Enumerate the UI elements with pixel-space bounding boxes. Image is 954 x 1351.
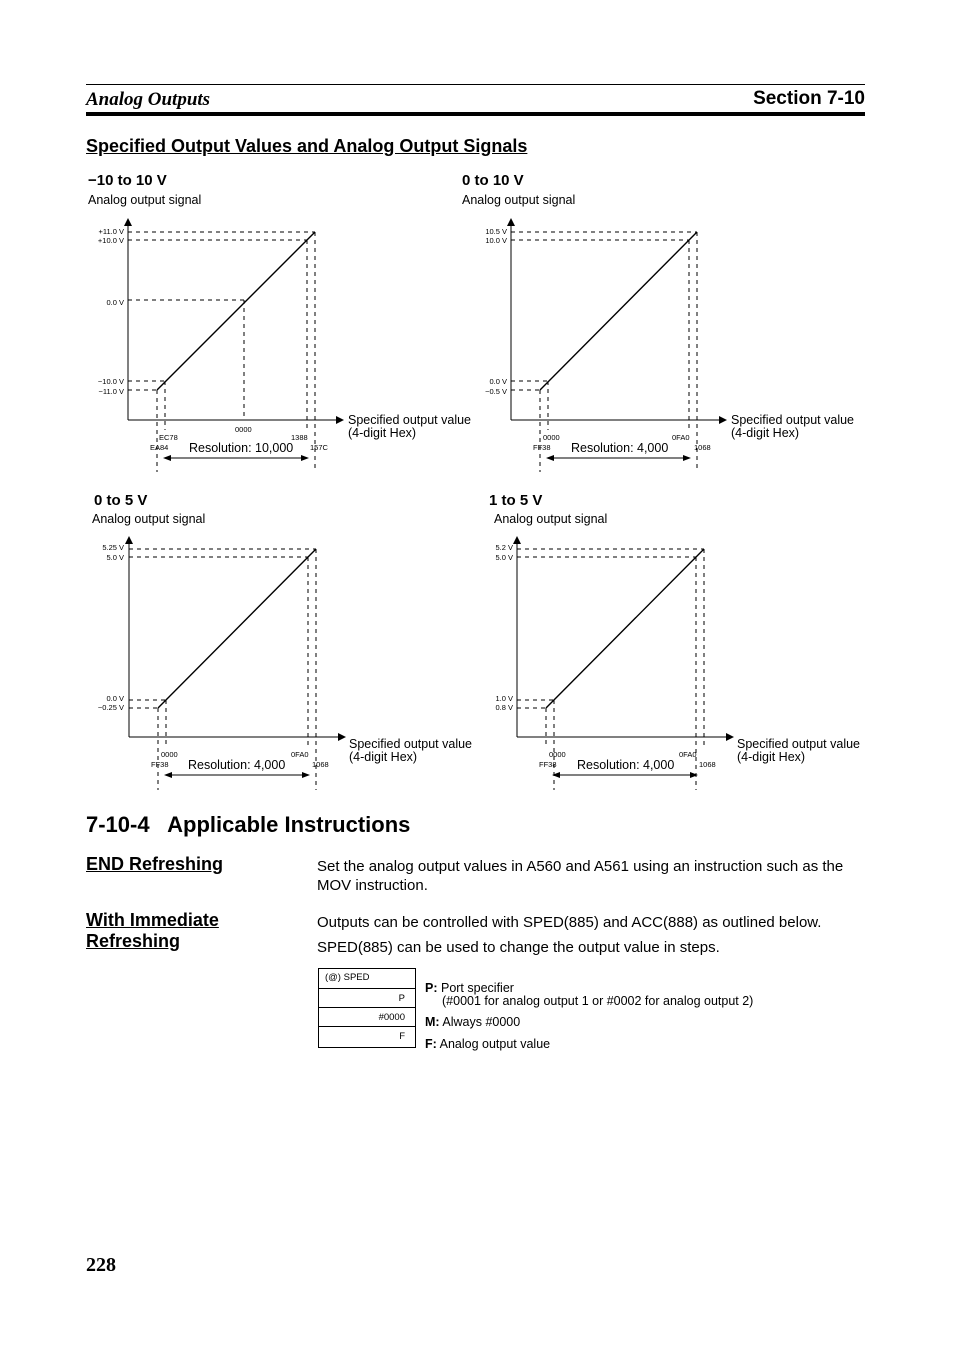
legend-f-key: F: [425,1037,437,1051]
graph-3-resolution: Resolution: 4,000 [188,758,286,772]
legend-p-key: P: [425,981,438,995]
legend-m-key: M: [425,1015,440,1029]
graph-3-xtick: 0FA0 [291,750,309,759]
graph-3-x-axis-unit: (4-digit Hex) [349,750,418,764]
end-refreshing-heading: END Refreshing [86,854,224,874]
graph-3-xtick: FF38 [151,760,169,769]
graph-2-x-axis-unit: (4-digit Hex) [731,426,800,440]
graph-4-xtick: FF38 [539,760,557,769]
header-chapter-title: Analog Outputs [86,89,211,110]
graph-1-ytick: −10.0 V [97,377,124,386]
graph-1-ytick: +11.0 V [98,227,124,236]
operand-m: #0000 [319,1007,415,1026]
graph-1-ytick: 0.0 V [106,298,124,307]
graph-1-x-axis-unit: (4-digit Hex) [348,426,417,440]
graph-2-xtick: FF38 [533,443,551,452]
graph-2-xtick: 0FA0 [672,433,690,442]
graph-1-xtick: EA84 [150,443,169,452]
graph-2-xtick: 0000 [543,433,560,442]
graph-1-resolution: Resolution: 10,000 [189,441,294,455]
legend-p [425,981,514,995]
immediate-refreshing-heading-line1: With Immediate [86,910,219,930]
graph-4-title: 1 to 5 V [489,492,543,509]
graph-1-ytick: −11.0 V [98,387,124,396]
legend-p-text: Port specifier [440,981,514,995]
section-heading: 7-10-4 Applicable Instructions [86,812,411,837]
graph-4-x-axis-unit: (4-digit Hex) [737,750,806,764]
subsection-title: Specified Output Values and Analog Output Signals [86,136,528,156]
graph-2-y-axis-label: Analog output signal [462,193,576,207]
graph-2-ytick: 10.0 V [485,236,507,245]
graph-1-title: −10 to 10 V [88,172,167,189]
graph-2-ytick: 10.5 V [485,227,507,236]
graph-1-ytick: +10.0 V [97,236,124,245]
graph-4-ytick: 1.0 V [495,694,513,703]
immediate-refreshing-text-2: SPED(885) can be used to change the output value in steps. [317,939,720,956]
graph-2-resolution: Resolution: 4,000 [571,441,669,455]
end-refreshing-text: Set the analog output values in A560 and A561 using an instruction such as the MOV instruction. [317,858,844,894]
legend-p-detail: (#0001 for analog output 1 or #0002 for analog output 2) [442,994,754,1008]
operand-f: F [319,1026,415,1047]
graph-4-resolution: Resolution: 4,000 [577,758,675,772]
graph-1-xtick: 1388 [291,433,308,442]
graph-3-x-axis-label: Specified output value [349,737,473,751]
operand-p: P [319,988,415,1007]
graph-4-xtick: 0000 [549,750,566,759]
graph-3-ytick: 0.0 V [106,694,124,703]
legend-m [425,1015,520,1029]
graph-2-ytick: −0.5 V [485,387,507,396]
graph-3-ytick: 5.0 V [106,553,124,562]
header-section-number: Section 7-10 [753,88,865,109]
graph-2-x-axis-label: Specified output value [731,413,855,427]
graph-1-y-axis-label: Analog output signal [88,193,202,207]
graph-2-ytick: 0.0 V [489,377,507,386]
graph-4-ytick: 0.8 V [495,703,513,712]
page-number: 228 [86,1254,116,1276]
sped-instruction-diagram [318,968,416,1048]
graph-4-y-axis-label: Analog output signal [494,512,608,526]
graph-1-xtick: 157C [310,443,328,452]
graph-4-ytick: 5.0 V [495,553,513,562]
graph-2-title: 0 to 10 V [462,172,524,189]
graph-4-x-axis-label: Specified output value [737,737,861,751]
legend-f [425,1037,550,1051]
graph-3-title: 0 to 5 V [94,492,148,509]
graph-4-ytick: 5.2 V [495,543,513,552]
graph-3-xtick: 0000 [161,750,178,759]
graph-3-ytick: −0.25 V [97,703,124,712]
immediate-refreshing-text-1: Outputs can be controlled with SPED(885) and ACC(888) as outlined below. [317,914,822,931]
graph-3-xtick: 1068 [312,760,329,769]
graph-4-xtick: 1068 [699,760,716,769]
graph-3-y-axis-label: Analog output signal [92,512,206,526]
legend-f-text: Analog output value [439,1037,551,1051]
instruction-mnemonic: (@) SPED [325,972,370,983]
graph-3-ytick: 5.25 V [102,543,124,552]
graph-2-xtick: 1068 [694,443,711,452]
graph-1-xtick: EC78 [159,433,178,442]
graph-1-x-axis-label: Specified output value [348,413,472,427]
graph-1-xtick: 0000 [235,425,252,434]
legend-m-text: Always #0000 [442,1015,521,1029]
graph-4-xtick: 0FA0 [679,750,697,759]
immediate-refreshing-heading-line2: Refreshing [86,931,181,951]
